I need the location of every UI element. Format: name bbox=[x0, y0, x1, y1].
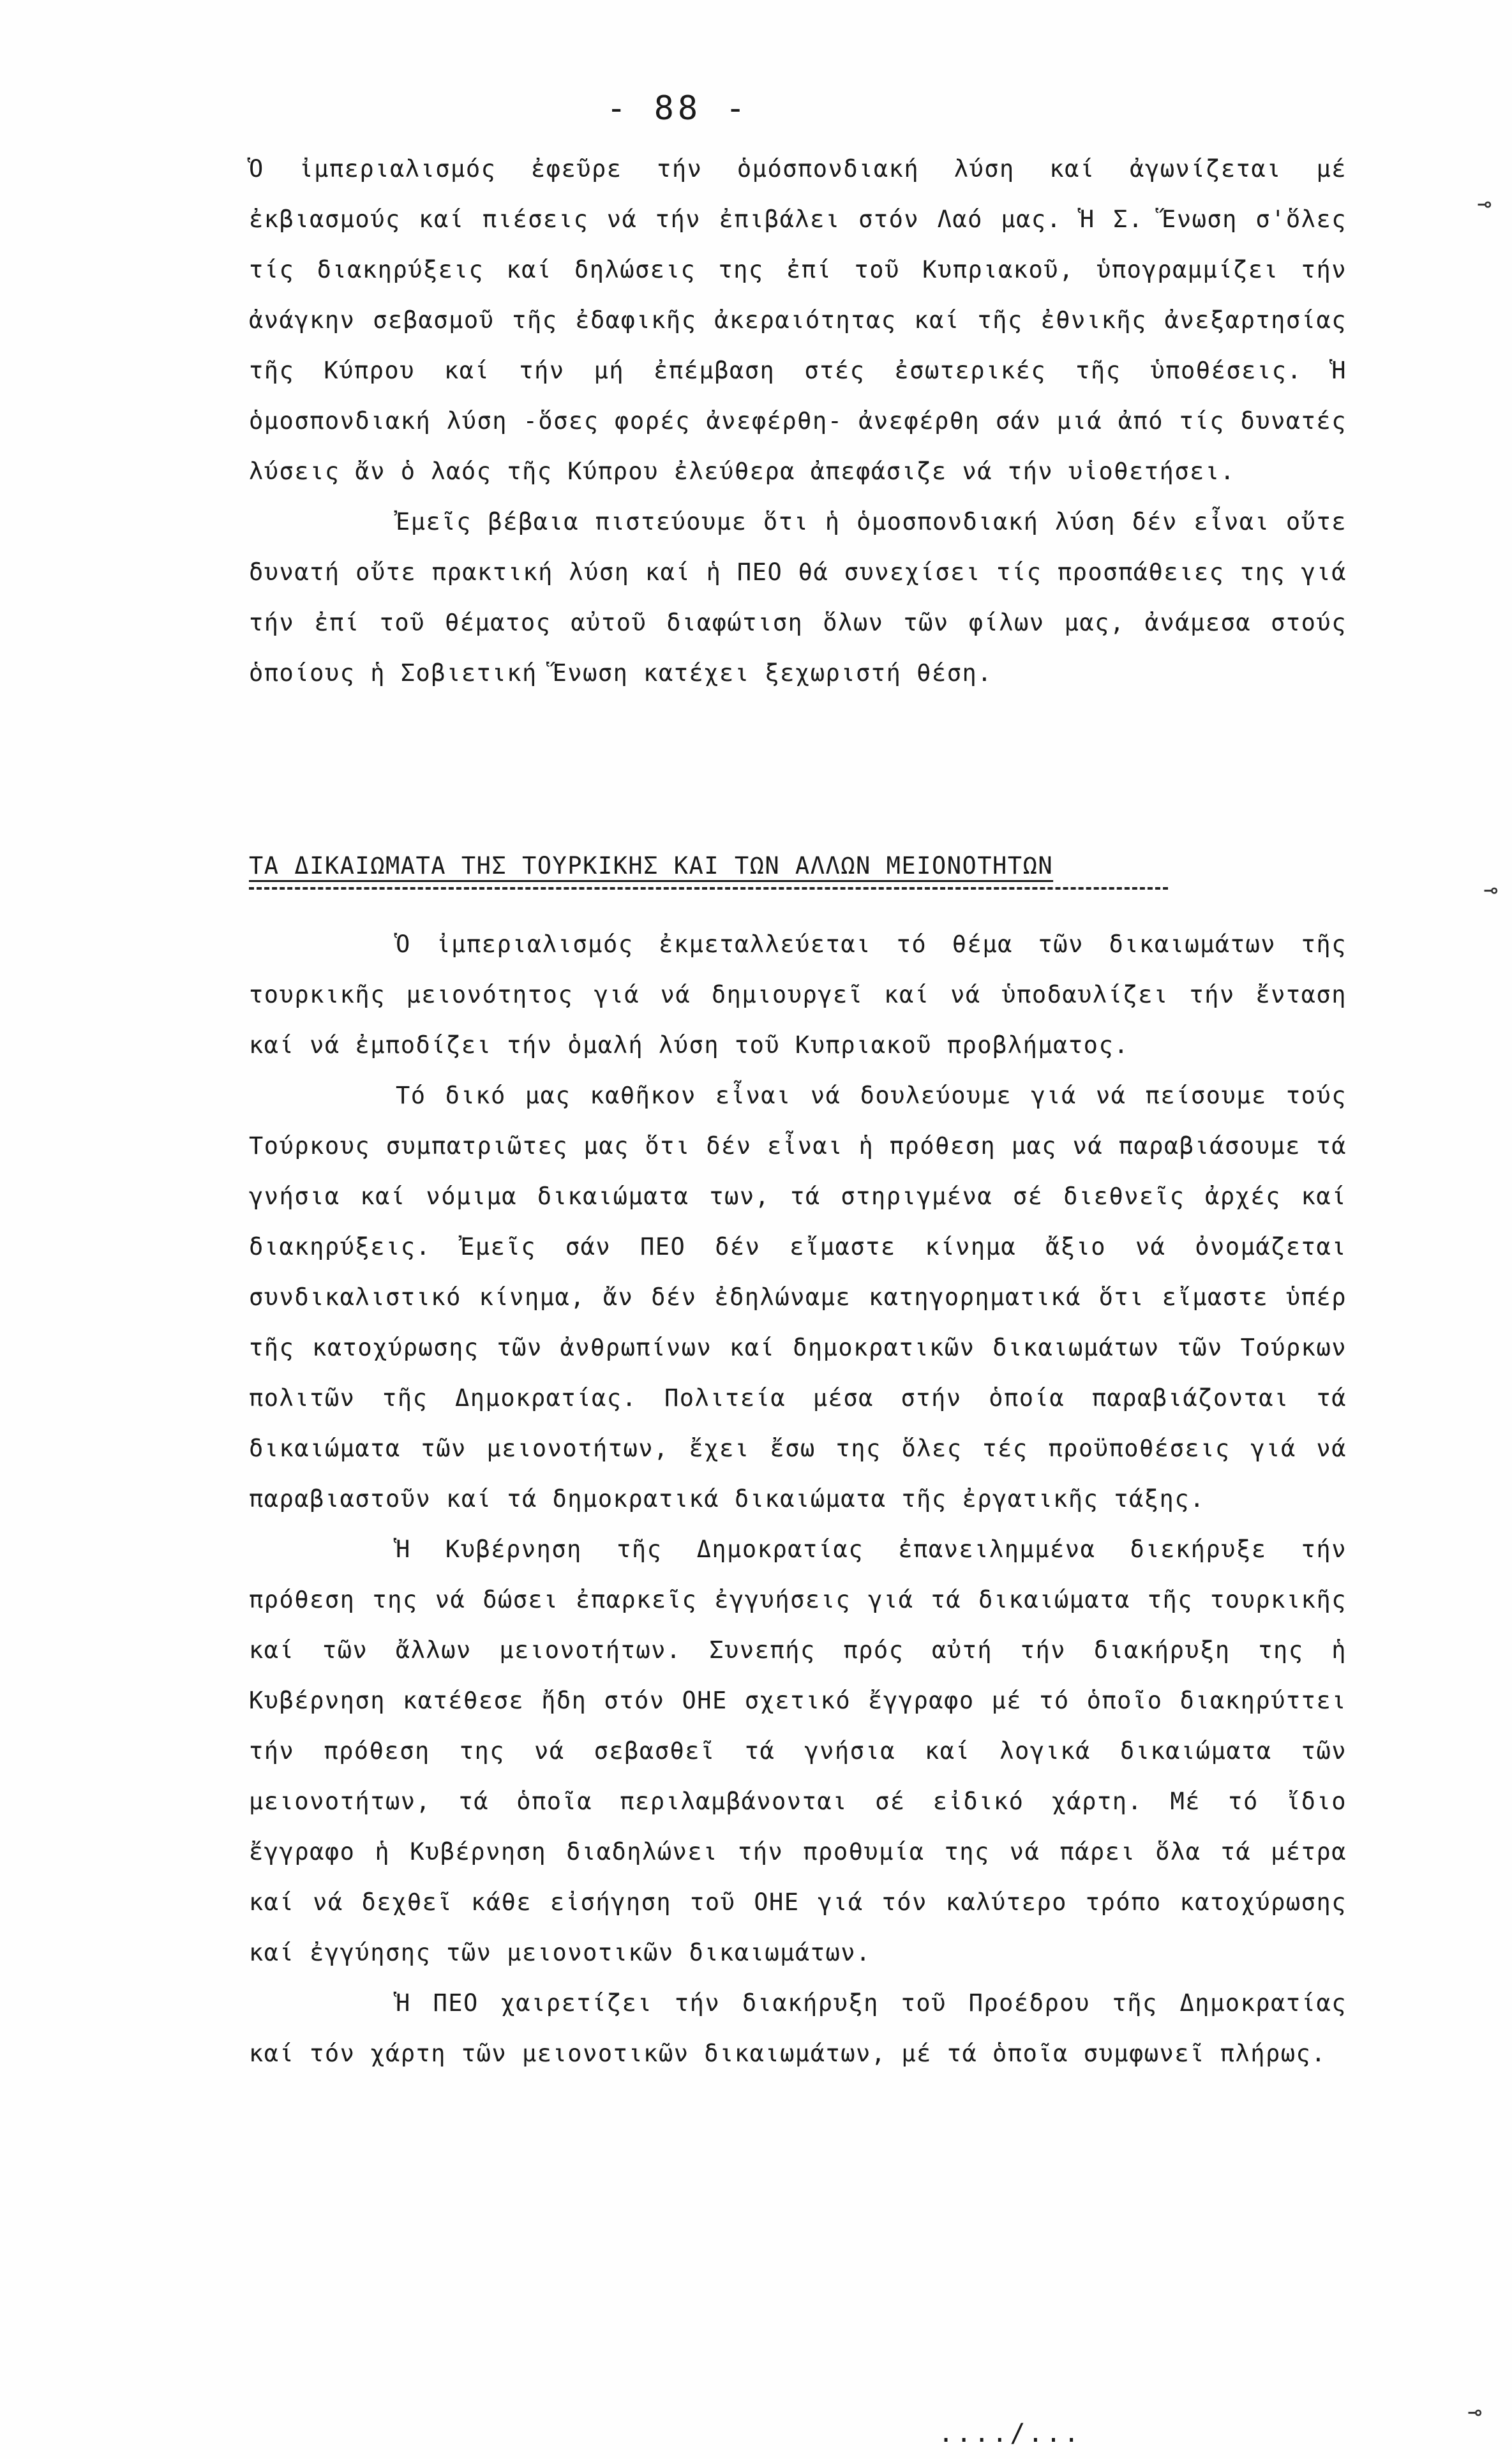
heading-dashed-rule bbox=[249, 887, 1168, 890]
section-heading: ΤΑ ΔΙΚΑΙΩΜΑΤΑ ΤΗΣ ΤΟΥΡΚΙΚΗΣ ΚΑΙ ΤΩΝ ΑΛΛΩΝ ΜΕΙΟΝΟΤΗΤΩΝ bbox=[249, 852, 1054, 879]
paragraph-our-duty: Τό δικό μας καθῆκον εἶναι νά δουλεύουμε γιά νά πείσουμε τούς Τούρκους συμπατριῶτες μας ὅτι δέν εἶναι ἡ πρόθεση μας νά παραβιάσουμε τά γνήσια καί νόμιμα δικαιώματα των, τά στηριγμένα σέ διεθνεῖς ἀρχές καί διακηρύξεις. Ἐμεῖς σάν ΠΕΟ δέν εἴμαστε κίνημα ἄξιο νά ὀνομάζεται συνδικαλιστικό κίνημα, ἄν δέν ἐδηλώναμε κατηγορηματικά ὅτι εἴμαστε ὑπέρ τῆς κατοχύρωσης τῶν ἀνθρωπίνων καί δημοκρατικῶν δικαιωμάτων τῶν Τούρκων πολιτῶν τῆς Δημοκρατίας. Πολιτεία μέσα στήν ὁποία παραβιάζονται τά δικαιώματα τῶν μειονοτήτων, ἔχει ἔσω της ὅλες τές προϋποθέσεις γιά νά παραβιαστοῦν καί τά δημοκρατικά δικαιώματα τῆς ἐργατικῆς τάξης. bbox=[249, 1082, 1347, 1513]
paragraph-federal-solution: Ὁ ἰμπεριαλισμός ἐφεῦρε τήν ὁμόσπονδιακή λύση καί ἀγωνίζεται μέ ἐκβιασμούς καί πιέσεις νά τήν ἐπιβάλει στόν Λαό μας. Ἡ Σ. Ἕνωση σ'ὅλες τίς διακηρύξεις καί δηλώσεις της ἐπί τοῦ Κυπριακοῦ, ὑπογραμμίζει τήν ἀνάγκην σεβασμοῦ τῆς ἐδαφικῆς ἀκεραιότητας καί τῆς ἐθνικῆς ἀνεξαρτησίας τῆς Κύπρου καί τήν μή ἐπέμβαση στές ἐσωτερικές τῆς ὑποθέσεις. Ἡ ὁμοσπονδιακή λύση -ὅσες φορές ἀνεφέρθη- ἀνεφέρθη σάν μιά ἀπό τίς δυνατές λύσεις ἄν ὁ λαός τῆς Κύπρου ἐλεύθερα ἀπεφάσιζε νά τήν υἱοθετήσει. bbox=[249, 155, 1347, 485]
paragraph-imperialism-minority: Ὁ ἰμπεριαλισμός ἐκμεταλλεύεται τό θέμα τῶν δικαιωμάτων τῆς τουρκικῆς μειονότητος γιά νά δημιουργεῖ καί νά ὑποδαυλίζει τήν ἔνταση καί νά ἐμποδίζει τήν ὁμαλή λύση τοῦ Κυπριακοῦ προβλήματος. bbox=[249, 931, 1347, 1059]
page-number: - 88 - bbox=[606, 89, 749, 128]
margin-tick-icon: ⊸ bbox=[1468, 2400, 1482, 2426]
margin-tick-icon: ⊸ bbox=[1484, 878, 1498, 904]
paragraph-government-guarantees: Ἡ Κυβέρνηση τῆς Δημοκρατίας ἐπανειλημμένα διεκήρυξε τήν πρόθεση της νά δώσει ἐπαρκεῖς ἐγγυήσεις γιά τά δικαιώματα τῆς τουρκικῆς καί τῶν ἄλλων μειονοτήτων. Συνεπής πρός αὐτή τήν διακήρυξη της ἡ Κυβέρνηση κατέθεσε ἤδη στόν ΟΗΕ σχετικό ἔγγραφο μέ τό ὁποῖο διακηρύττει τήν πρόθεση της νά σεβασθεῖ τά γνήσια καί λογικά δικαιώματα τῶν μειονοτήτων, τά ὁποῖα περιλαμβάνονται σέ εἰδικό χάρτη. Μέ τό ἴδιο ἔγγραφο ἡ Κυβέρνηση διαδηλώνει τήν προθυμία της νά πάρει ὅλα τά μέτρα καί νά δεχθεῖ κάθε εἰσήγηση τοῦ ΟΗΕ γιά τόν καλύτερο τρόπο κατοχύρωσης καί ἐγγύησης τῶν μειονοτικῶν δικαιωμάτων. bbox=[249, 1536, 1347, 1966]
margin-tick-icon: ⊸ bbox=[1478, 191, 1492, 218]
body-top bbox=[249, 144, 1347, 698]
continuation-marker: ..../... bbox=[938, 2419, 1082, 2448]
paragraph-peo-welcomes: Ἡ ΠΕΟ χαιρετίζει τήν διακήρυξη τοῦ Προέδρου τῆς Δημοκρατίας καί τόν χάρτη τῶν μειονοτικῶν δικαιωμάτων, μέ τά ὁποῖα συμφωνεῖ πλήρως. bbox=[249, 1989, 1347, 2067]
paragraph-peo-position: Ἐμεῖς βέβαια πιστεύουμε ὅτι ἡ ὁμοσπονδιακή λύση δέν εἶναι οὔτε δυνατή οὔτε πρακτική λύση καί ἡ ΠΕΟ θά συνεχίσει τίς προσπάθειες της γιά τήν ἐπί τοῦ θέματος αὐτοῦ διαφώτιση ὅλων τῶν φίλων μας, ἀνάμεσα στούς ὁποίους ἡ Σοβιετική Ἕνωση κατέχει ξεχωριστή θέση. bbox=[249, 508, 1347, 687]
body-bottom bbox=[249, 919, 1347, 2079]
